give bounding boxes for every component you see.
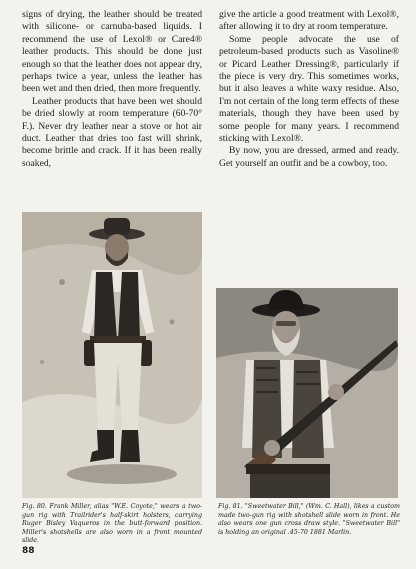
caption-fig-80: Fig. 80. Frank Miller, alias "W.E. Coyote," wears a two-gun rig with Trailrider's half-skirt holsters, carrying Ruger Bisley Vaqueros in the butt-forward position. Miller's shotshells are also worn in a front mounted slide. [22, 503, 202, 545]
photo-sweetwater-bill [216, 288, 398, 498]
page-number: 88 [22, 546, 35, 556]
cowboy-with-rifle-illustration [216, 288, 398, 498]
left-paragraph-1: signs of drying, the leather should be treated with silicone- or carnuba-based liquids. I recommend the use of Lexol® or Care4® leather products. This should be done just enough so that the leather does not appear dry, perhaps twice a year, unless the leather has been wet and then dried, then more frequently. [22, 9, 202, 95]
caption-fig-81: Fig. 81. "Sweetwater Bill," (Wm. C. Hall), likes a custom made two-gun rig with shotshell slide worn in front. He also wears one gun cross draw style. "Sweetwater Bill" is holding an original .45-70 1881 Marlin. [218, 503, 400, 536]
left-text-column [22, 9, 202, 170]
right-paragraph-2: Some people advocate the use of petroleum-based products such as Vasoline® or Picard Leather Dressing®, particularly if the piece is very dry. This sometimes works, but it also leaves a white waxy residue. Also, I'm not certain of the long term effects of these materials, though they have been used by some people for many years. I recommend sticking with Lexol®. [219, 33, 399, 145]
right-paragraph-1: give the article a good treatment with Lexol®, after allowing it to dry at room temperature. [219, 9, 399, 33]
right-paragraph-3: By now, you are dressed, armed and ready. Get yourself an outfit and be a cowboy, too. [219, 145, 399, 169]
left-paragraph-2: Leather products that have been wet should be dried slowly at room temperature (60-70° F.). Never dry leather near a stove or hot air duct. Leather that dries too fast will shrink, become brittle and crack. If it has been really soaked, [22, 95, 202, 169]
cowboy-figure-illustration [22, 212, 202, 498]
photo-frank-miller [22, 212, 202, 498]
right-text-column [219, 9, 399, 170]
